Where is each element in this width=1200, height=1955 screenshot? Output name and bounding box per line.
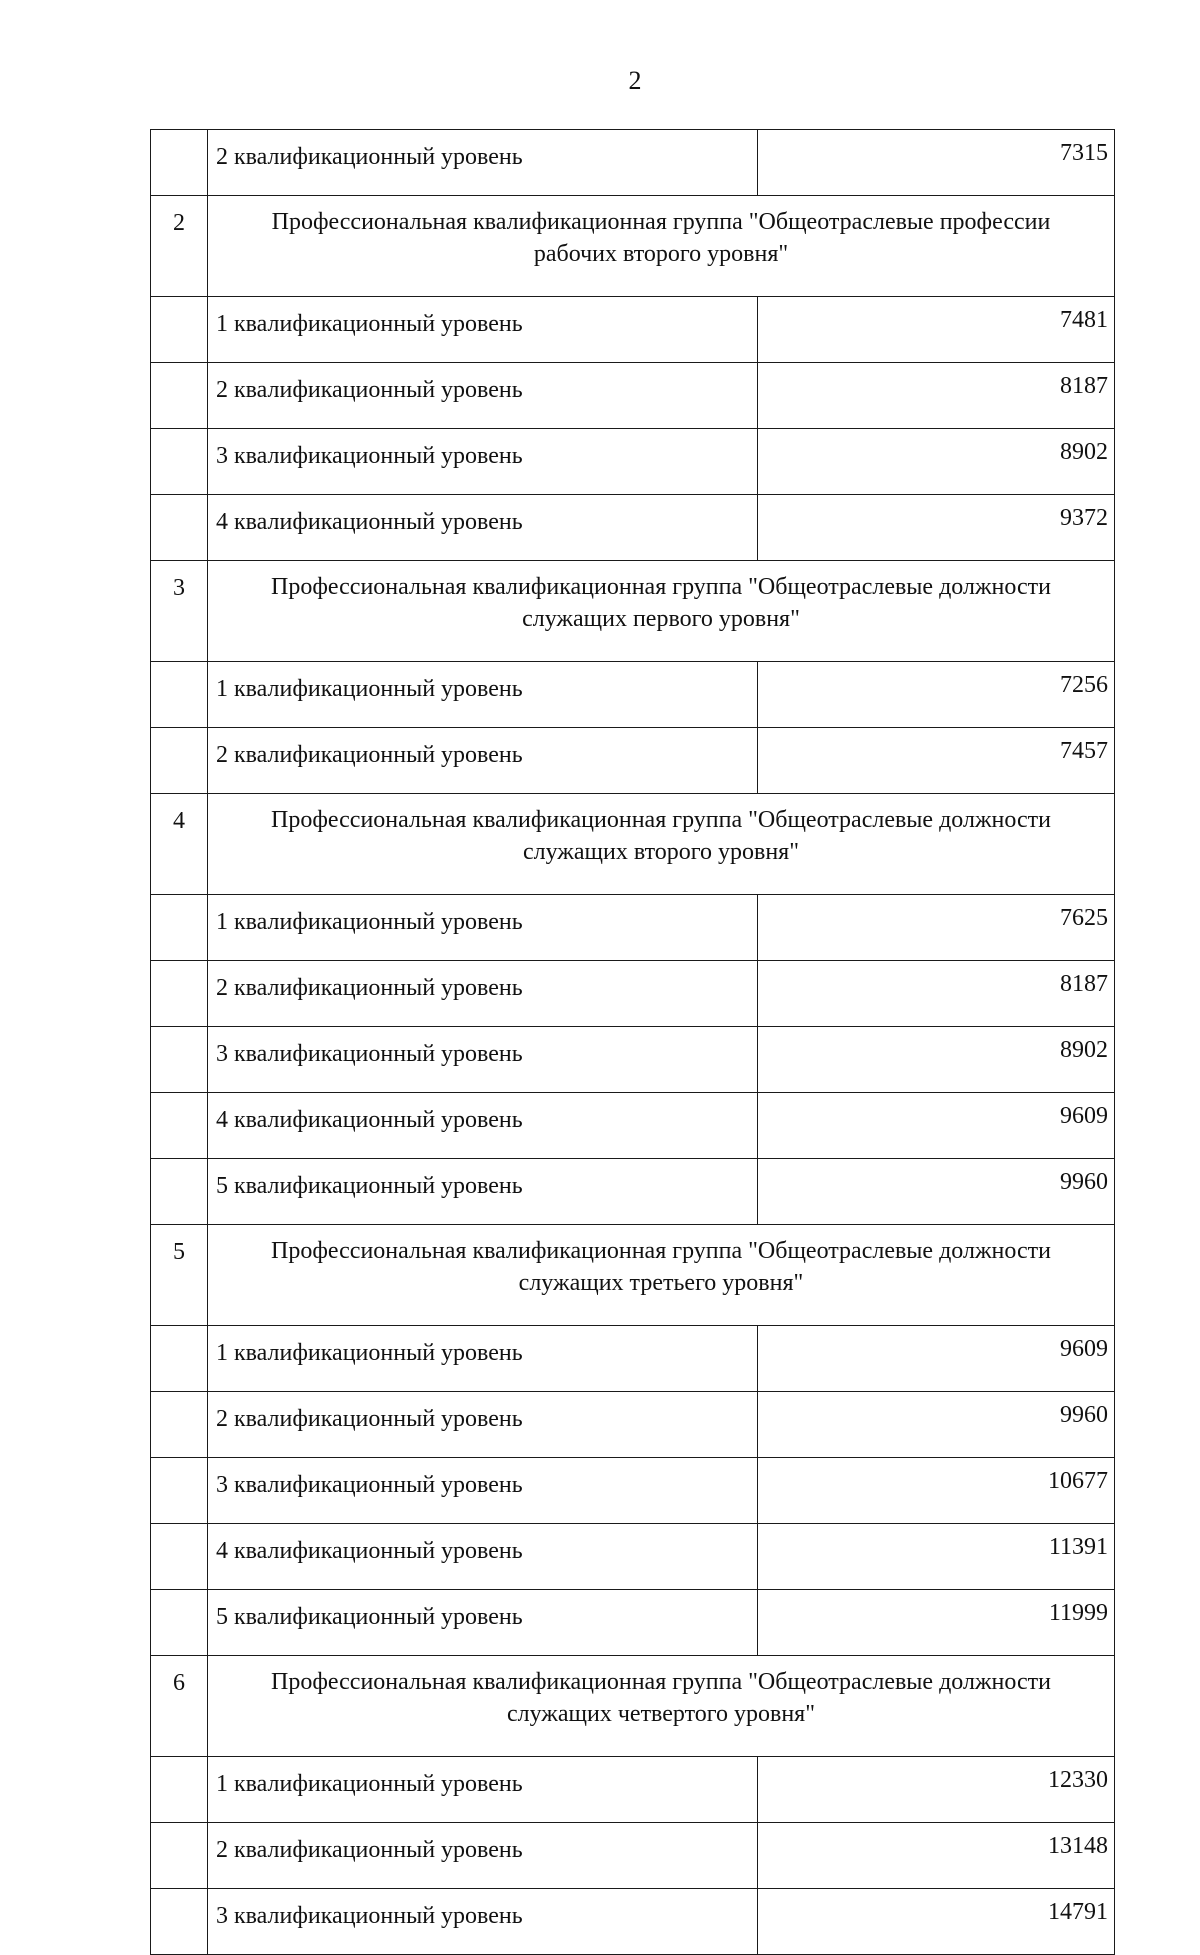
level-name: 4 квалификационный уровень xyxy=(208,495,758,561)
level-row xyxy=(151,130,1115,196)
row-number-cell xyxy=(151,1027,208,1093)
row-number-cell xyxy=(151,1590,208,1656)
level-row xyxy=(151,895,1115,961)
row-number-cell xyxy=(151,1159,208,1225)
salary-value: 7625 xyxy=(758,895,1115,961)
level-row xyxy=(151,662,1115,728)
level-name: 5 квалификационный уровень xyxy=(208,1590,758,1656)
group-title: Профессиональная квалификационная группа "Общеотраслевые должности служащих первого уровня" xyxy=(208,561,1115,662)
level-name: 2 квалификационный уровень xyxy=(208,1392,758,1458)
salary-value: 10677 xyxy=(758,1458,1115,1524)
salary-value: 7315 xyxy=(758,130,1115,196)
salary-value: 7256 xyxy=(758,662,1115,728)
row-number-cell xyxy=(151,1757,208,1823)
level-name: 1 квалификационный уровень xyxy=(208,1757,758,1823)
row-number-cell xyxy=(151,429,208,495)
level-row xyxy=(151,1392,1115,1458)
group-number: 5 xyxy=(151,1225,208,1326)
page-number: 2 xyxy=(628,66,642,95)
level-name: 1 квалификационный уровень xyxy=(208,1326,758,1392)
salary-value: 7457 xyxy=(758,728,1115,794)
group-title: Профессиональная квалификационная группа "Общеотраслевые должности служащих четвертого уровня" xyxy=(208,1656,1115,1757)
group-number: 4 xyxy=(151,794,208,895)
level-row xyxy=(151,1027,1115,1093)
salary-value: 13148 xyxy=(758,1823,1115,1889)
level-row xyxy=(151,1093,1115,1159)
level-name: 3 квалификационный уровень xyxy=(208,1458,758,1524)
salary-value: 9372 xyxy=(758,495,1115,561)
group-number: 3 xyxy=(151,561,208,662)
level-name: 2 квалификационный уровень xyxy=(208,363,758,429)
row-number-cell xyxy=(151,1823,208,1889)
group-row xyxy=(151,196,1115,297)
salary-value: 14791 xyxy=(758,1889,1115,1955)
level-row xyxy=(151,1458,1115,1524)
salary-value: 8902 xyxy=(758,1027,1115,1093)
level-row xyxy=(151,1823,1115,1889)
row-number-cell xyxy=(151,1524,208,1590)
level-row xyxy=(151,961,1115,1027)
level-row xyxy=(151,1590,1115,1656)
row-number-cell xyxy=(151,495,208,561)
group-number: 6 xyxy=(151,1656,208,1757)
level-row xyxy=(151,728,1115,794)
level-name: 1 квалификационный уровень xyxy=(208,297,758,363)
level-row xyxy=(151,363,1115,429)
row-number-cell xyxy=(151,1326,208,1392)
row-number-cell xyxy=(151,1392,208,1458)
level-name: 3 квалификационный уровень xyxy=(208,1889,758,1955)
row-number-cell xyxy=(151,1093,208,1159)
salary-value: 9960 xyxy=(758,1159,1115,1225)
level-row xyxy=(151,495,1115,561)
salary-value: 7481 xyxy=(758,297,1115,363)
level-row xyxy=(151,1889,1115,1955)
group-title: Профессиональная квалификационная группа "Общеотраслевые должности служащих третьего уровня" xyxy=(208,1225,1115,1326)
row-number-cell xyxy=(151,297,208,363)
level-name: 4 квалификационный уровень xyxy=(208,1093,758,1159)
level-row xyxy=(151,1524,1115,1590)
salary-value: 11999 xyxy=(758,1590,1115,1656)
salary-value: 8902 xyxy=(758,429,1115,495)
row-number-cell xyxy=(151,363,208,429)
level-row xyxy=(151,1326,1115,1392)
row-number-cell xyxy=(151,130,208,196)
group-title: Профессиональная квалификационная группа "Общеотраслевые профессии рабочих второго уровня" xyxy=(208,196,1115,297)
level-row xyxy=(151,1159,1115,1225)
level-name: 2 квалификационный уровень xyxy=(208,961,758,1027)
group-row xyxy=(151,1225,1115,1326)
row-number-cell xyxy=(151,895,208,961)
group-title: Профессиональная квалификационная группа "Общеотраслевые должности служащих второго уровня" xyxy=(208,794,1115,895)
salary-value: 12330 xyxy=(758,1757,1115,1823)
row-number-cell xyxy=(151,961,208,1027)
level-name: 2 квалификационный уровень xyxy=(208,130,758,196)
salary-table-body xyxy=(151,130,1115,1955)
level-name: 1 квалификационный уровень xyxy=(208,662,758,728)
level-name: 5 квалификационный уровень xyxy=(208,1159,758,1225)
group-row xyxy=(151,794,1115,895)
level-row xyxy=(151,297,1115,363)
salary-value: 8187 xyxy=(758,961,1115,1027)
level-name: 1 квалификационный уровень xyxy=(208,895,758,961)
group-number: 2 xyxy=(151,196,208,297)
group-row xyxy=(151,561,1115,662)
salary-value: 8187 xyxy=(758,363,1115,429)
row-number-cell xyxy=(151,728,208,794)
row-number-cell xyxy=(151,1458,208,1524)
level-name: 3 квалификационный уровень xyxy=(208,1027,758,1093)
group-row xyxy=(151,1656,1115,1757)
level-row xyxy=(151,1757,1115,1823)
level-name: 2 квалификационный уровень xyxy=(208,1823,758,1889)
salary-table xyxy=(150,129,1115,1955)
row-number-cell xyxy=(151,1889,208,1955)
level-name: 4 квалификационный уровень xyxy=(208,1524,758,1590)
level-row xyxy=(151,429,1115,495)
salary-value: 9609 xyxy=(758,1326,1115,1392)
level-name: 2 квалификационный уровень xyxy=(208,728,758,794)
level-name: 3 квалификационный уровень xyxy=(208,429,758,495)
salary-value: 9609 xyxy=(758,1093,1115,1159)
salary-value: 11391 xyxy=(758,1524,1115,1590)
row-number-cell xyxy=(151,662,208,728)
salary-value: 9960 xyxy=(758,1392,1115,1458)
